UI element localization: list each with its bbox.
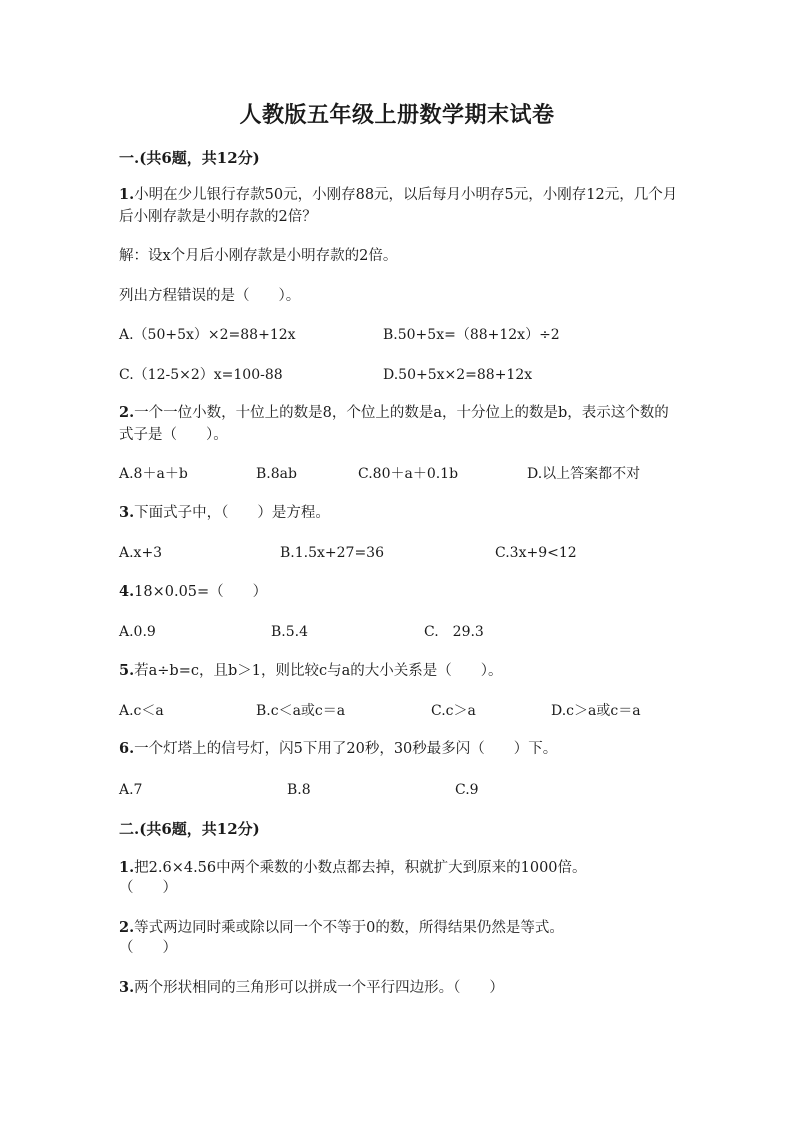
question-number: 6.: [119, 740, 135, 757]
option-a: A.x+3: [119, 545, 163, 561]
question-text: 若a÷b=c，且b＞1，则比较c与a的大小关系是（ ）。: [134, 663, 503, 679]
prompt-line: 列出方程错误的是（ ）。: [119, 288, 301, 304]
solution-line: 解：设x个月后小刚存款是小明存款的2倍。: [119, 248, 398, 264]
option-b: B.8: [287, 782, 311, 798]
question-number: 1.: [119, 859, 135, 876]
option-c: C.（12-5×2）x=100-88: [119, 367, 283, 383]
page-title: 人教版五年级上册数学期末试卷: [239, 102, 555, 128]
option-c: C.c＞a: [431, 703, 476, 719]
question-text: 等式两边同时乘或除以同一个不等于0的数，所得结果仍然是等式。: [134, 920, 564, 936]
question-text: 小明在少儿银行存款50元，小刚存88元，以后每月小明存5元，小刚存12元，几个月后小刚存款是小明存款的2倍？: [119, 187, 678, 225]
question-number: 1.: [119, 186, 135, 203]
question-number: 3.: [119, 504, 135, 521]
question-number: 4.: [119, 583, 135, 600]
option-b: B.5.4: [271, 624, 309, 640]
question-2-1: [119, 857, 679, 879]
section-header-1: 一.(共6题，共12分): [119, 149, 260, 167]
option-c: C. 29.3: [424, 624, 484, 640]
question-1-5: [119, 660, 679, 682]
question-text: 一个灯塔上的信号灯，闪5下用了20秒，30秒最多闪（ ）下。: [134, 741, 558, 757]
option-a: A.8＋a＋b: [119, 466, 188, 482]
option-b: B.8ab: [256, 466, 297, 482]
option-d: D.50+5x×2=88+12x: [383, 367, 533, 383]
option-c: C.9: [455, 782, 479, 798]
option-a: A.（50+5x）×2=88+12x: [119, 327, 296, 343]
option-a: A.c＜a: [119, 703, 164, 719]
option-a: A.0.9: [119, 624, 156, 640]
option-c: C.80＋a＋0.1b: [358, 466, 459, 482]
question-text: 把2.6×4.56中两个乘数的小数点都去掉，积就扩大到原来的1000倍。: [134, 860, 587, 876]
question-1-1: [119, 184, 679, 228]
answer-blank: （ ）: [119, 940, 177, 956]
option-b: B.1.5x+27=36: [280, 545, 384, 561]
answer-blank: （ ）: [119, 880, 177, 896]
question-1-3: [119, 502, 679, 524]
question-text: 一个一位小数，十位上的数是8，个位上的数是a，十分位上的数是b，表示这个数的式子是（ ）。: [119, 405, 669, 443]
section-header-2: 二.(共6题，共12分): [119, 820, 260, 838]
option-a: A.7: [119, 782, 143, 798]
question-text: 18×0.05=（ ）: [134, 584, 268, 600]
question-number: 2.: [119, 919, 135, 936]
question-1-2: [119, 402, 679, 446]
question-number: 3.: [119, 979, 135, 996]
option-b: B.50+5x=（88+12x）÷2: [383, 327, 560, 343]
question-2-3: [119, 977, 679, 999]
option-d: D.以上答案都不对: [527, 466, 641, 482]
question-text: 两个形状相同的三角形可以拼成一个平行四边形。（ ）: [134, 980, 504, 996]
option-d: D.c＞a或c＝a: [551, 703, 641, 719]
question-2-2: [119, 917, 679, 939]
question-number: 5.: [119, 662, 135, 679]
question-text: 下面式子中，（ ）是方程。: [134, 505, 330, 521]
question-number: 2.: [119, 404, 135, 421]
question-1-4: [119, 581, 679, 603]
option-c: C.3x+9<12: [495, 545, 577, 561]
option-b: B.c＜a或c＝a: [256, 703, 346, 719]
question-1-6: [119, 738, 679, 760]
